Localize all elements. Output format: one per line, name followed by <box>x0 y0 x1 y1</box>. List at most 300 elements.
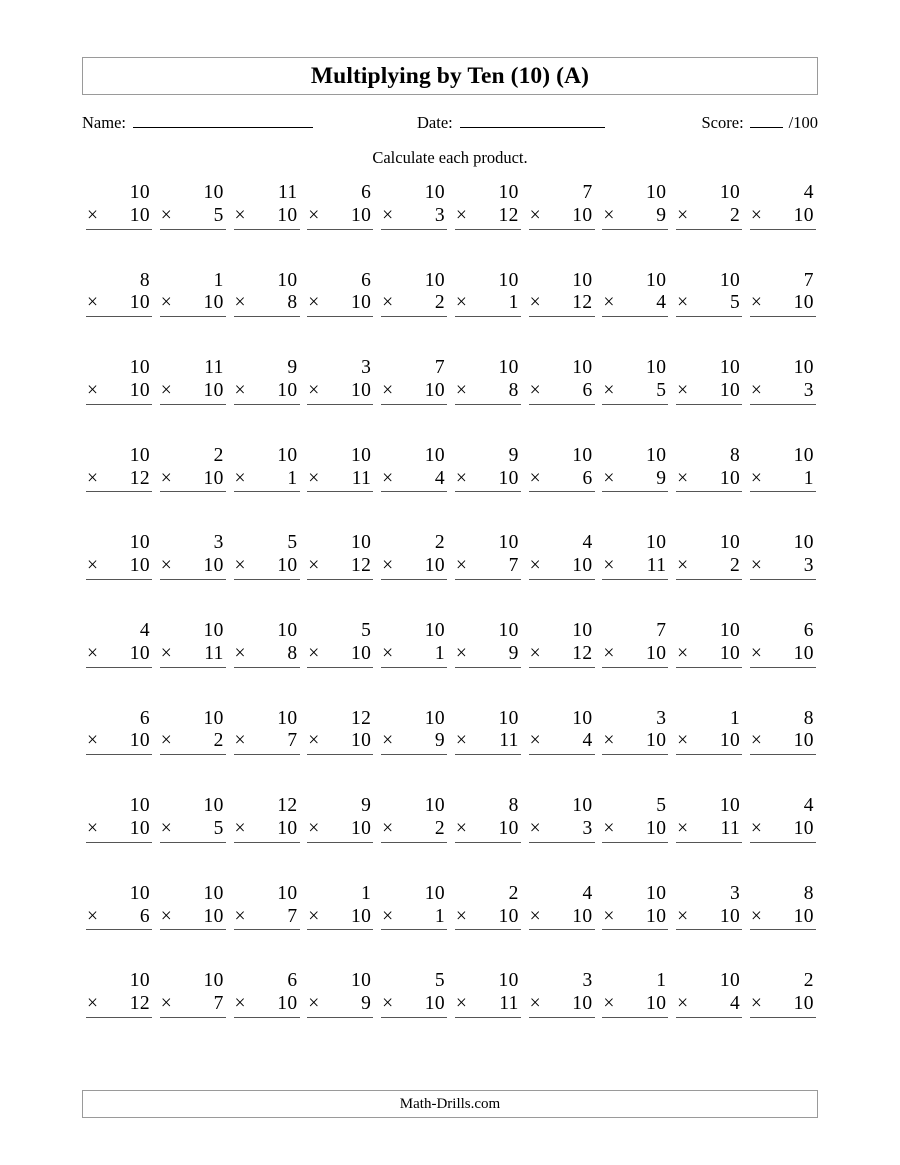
multiplier: 10 <box>719 642 741 664</box>
problem-cell <box>381 620 447 708</box>
problem-cell <box>307 883 373 971</box>
multiplication-icon: × <box>382 730 394 752</box>
multiplier-line <box>455 292 521 317</box>
multiplicand: 5 <box>434 970 446 992</box>
multiplication-icon: × <box>382 380 394 401</box>
multiplicand: 10 <box>719 795 741 817</box>
multiplier: 3 <box>803 380 814 401</box>
multiplier: 11 <box>204 642 224 664</box>
name-field-group <box>82 112 313 133</box>
multiplicand: 10 <box>572 795 593 817</box>
multiplicand: 10 <box>719 357 741 379</box>
multiplier: 10 <box>129 292 150 314</box>
problem-cell <box>86 883 152 971</box>
date-input-line[interactable] <box>460 112 605 128</box>
multiplicand: 1 <box>729 707 741 729</box>
multiplier-line <box>455 993 521 1018</box>
multiplicand: 3 <box>582 970 593 992</box>
problem-cell <box>676 970 742 1058</box>
multiplicand: 10 <box>129 532 150 554</box>
multiplier: 2 <box>213 730 224 752</box>
multiplicand: 10 <box>203 619 224 641</box>
multiplier: 10 <box>719 380 741 401</box>
multiplicand: 3 <box>656 707 667 729</box>
multiplier: 10 <box>203 467 224 489</box>
multiplier-line <box>750 818 816 843</box>
problem-cell <box>86 357 152 445</box>
multiplier-line <box>676 292 742 317</box>
multiplier-line <box>529 292 595 317</box>
multiplicand: 9 <box>508 444 519 466</box>
problem-cell <box>86 970 152 1058</box>
multiplication-icon: × <box>455 292 468 314</box>
multiplication-icon: × <box>234 380 246 401</box>
multiplier: 10 <box>203 905 224 927</box>
multiplier: 10 <box>572 905 593 927</box>
problem-cell <box>86 182 152 270</box>
multiplicand: 6 <box>361 269 372 291</box>
multiplier: 10 <box>646 905 667 927</box>
multiplier-line <box>676 906 742 931</box>
problem-cell <box>234 357 300 445</box>
multiplier-line <box>234 468 300 493</box>
multiplier: 7 <box>287 905 298 927</box>
problem-cell <box>750 883 816 971</box>
multiplier-line <box>234 818 300 843</box>
multiplier-line <box>86 292 152 317</box>
multiplication-icon: × <box>382 292 394 314</box>
multiplicand: 10 <box>498 970 519 992</box>
multiplicand: 10 <box>719 532 741 554</box>
multiplication-icon: × <box>87 730 99 752</box>
multiplier-line <box>750 993 816 1018</box>
multiplication-icon: × <box>160 817 173 839</box>
multiplier-line <box>381 906 447 931</box>
problem-cell <box>529 532 595 620</box>
multiplier-line <box>602 380 668 405</box>
multiplier-line <box>307 292 373 317</box>
multiplier-line <box>602 818 668 843</box>
multiplier-line <box>381 380 447 405</box>
multiplier: 10 <box>129 817 150 839</box>
multiplier: 12 <box>129 467 150 489</box>
multiplier: 2 <box>729 204 741 226</box>
multiplicand: 12 <box>350 707 372 729</box>
multiplier-line <box>750 730 816 755</box>
multiplicand: 5 <box>361 619 372 641</box>
multiplicand: 10 <box>424 444 446 466</box>
problem-cell <box>381 532 447 620</box>
multiplicand: 4 <box>803 182 814 203</box>
problem-row <box>86 445 816 533</box>
multiplication-icon: × <box>87 817 99 839</box>
problem-cell <box>602 532 668 620</box>
multiplier-line <box>750 555 816 580</box>
multiplication-icon: × <box>160 993 173 1015</box>
problem-cell <box>676 357 742 445</box>
problem-cell <box>602 182 668 270</box>
multiplier: 5 <box>656 380 667 401</box>
problem-row <box>86 270 816 358</box>
multiplier: 8 <box>287 642 298 664</box>
score-input-line[interactable] <box>750 112 783 128</box>
problem-cell <box>455 532 521 620</box>
problem-cell <box>160 270 226 358</box>
multiplication-icon: × <box>234 292 246 314</box>
multiplicand: 3 <box>213 532 224 554</box>
multiplier-line <box>307 818 373 843</box>
multiplier: 1 <box>434 642 446 664</box>
multiplier: 9 <box>508 642 519 664</box>
multiplication-icon: × <box>234 730 246 752</box>
multiplier: 10 <box>793 993 814 1015</box>
multiplier: 10 <box>572 993 593 1015</box>
problem-cell <box>455 795 521 883</box>
multiplication-icon: × <box>750 380 763 401</box>
problem-cell <box>750 182 816 270</box>
multiplier: 10 <box>129 730 150 752</box>
multiplier: 4 <box>434 467 446 489</box>
multiplier: 1 <box>434 905 446 927</box>
multiplicand: 3 <box>361 357 372 379</box>
multiplicand: 8 <box>803 707 814 729</box>
multiplication-icon: × <box>603 204 615 226</box>
multiplier-line <box>455 468 521 493</box>
problem-cell <box>455 620 521 708</box>
multiplicand: 7 <box>656 619 667 641</box>
problem-cell <box>676 445 742 533</box>
problem-cell <box>455 883 521 971</box>
multiplier: 10 <box>646 642 667 664</box>
multiplication-icon: × <box>160 292 173 314</box>
multiplication-icon: × <box>87 292 99 314</box>
problem-cell <box>602 357 668 445</box>
multiplier-line <box>307 468 373 493</box>
multiplier: 12 <box>129 993 150 1015</box>
multiplicand: 10 <box>129 182 150 203</box>
multiplier: 10 <box>498 905 519 927</box>
multiplier-line <box>676 555 742 580</box>
multiplicand: 10 <box>350 970 372 992</box>
multiplication-icon: × <box>603 555 615 577</box>
problem-cell <box>750 970 816 1058</box>
title-box <box>82 57 818 95</box>
multiplier: 10 <box>350 905 372 927</box>
multiplicand: 10 <box>646 532 667 554</box>
multiplier-line <box>602 468 668 493</box>
multiplier-line <box>234 643 300 668</box>
multiplier: 11 <box>646 555 667 577</box>
multiplication-icon: × <box>603 905 615 927</box>
multiplicand: 10 <box>572 269 593 291</box>
multiplication-icon: × <box>308 730 320 752</box>
multiplicand: 10 <box>793 444 814 466</box>
multiplier: 10 <box>350 817 372 839</box>
problem-cell <box>160 795 226 883</box>
multiplier-line <box>602 730 668 755</box>
name-label: Name: <box>82 113 126 132</box>
multiplicand: 6 <box>139 707 150 729</box>
problem-cell <box>307 357 373 445</box>
multiplier-line <box>529 380 595 405</box>
score-label: Score: <box>701 113 744 132</box>
multiplicand: 8 <box>508 795 519 817</box>
multiplier: 10 <box>793 905 814 927</box>
problem-cell <box>529 795 595 883</box>
problem-cell <box>234 883 300 971</box>
multiplicand: 5 <box>287 532 298 554</box>
multiplier: 1 <box>803 467 814 489</box>
multiplier-line <box>160 818 226 843</box>
multiplication-icon: × <box>603 380 615 401</box>
multiplier: 10 <box>572 204 593 226</box>
problem-cell <box>86 270 152 358</box>
multiplicand: 12 <box>277 795 298 817</box>
multiplication-icon: × <box>382 817 394 839</box>
multiplicand: 10 <box>646 357 667 379</box>
multiplication-icon: × <box>455 905 468 927</box>
problem-cell <box>381 795 447 883</box>
problem-cell <box>86 620 152 708</box>
multiplication-icon: × <box>308 642 320 664</box>
multiplication-icon: × <box>529 380 541 401</box>
multiplication-icon: × <box>234 467 246 489</box>
multiplication-icon: × <box>750 817 763 839</box>
multiplication-icon: × <box>603 467 615 489</box>
multiplicand: 7 <box>434 357 446 379</box>
multiplier: 10 <box>646 993 667 1015</box>
student-info-row <box>82 110 818 136</box>
problem-cell <box>676 795 742 883</box>
multiplier: 10 <box>793 730 814 752</box>
multiplier-line <box>602 292 668 317</box>
page-title: Multiplying by Ten (10) (A) <box>310 62 590 89</box>
problem-row <box>86 620 816 708</box>
multiplier: 11 <box>720 817 741 839</box>
multiplier-line <box>160 730 226 755</box>
multiplication-icon: × <box>87 642 99 664</box>
problem-cell <box>676 708 742 796</box>
multiplier: 5 <box>729 292 741 314</box>
multiplication-icon: × <box>87 380 99 401</box>
multiplicand: 10 <box>277 882 298 904</box>
problem-cell <box>529 970 595 1058</box>
multiplier: 9 <box>656 467 667 489</box>
multiplicand: 3 <box>729 882 741 904</box>
problem-cell <box>307 620 373 708</box>
multiplier-line <box>307 906 373 931</box>
multiplier: 10 <box>277 555 298 577</box>
problem-cell <box>750 620 816 708</box>
problem-row <box>86 182 816 270</box>
multiplier-line <box>160 906 226 931</box>
multiplier: 10 <box>203 292 224 314</box>
multiplication-icon: × <box>234 642 246 664</box>
multiplier: 2 <box>434 292 446 314</box>
multiplier-line <box>750 380 816 405</box>
multiplication-icon: × <box>677 292 689 314</box>
multiplier-line <box>529 818 595 843</box>
multiplication-icon: × <box>455 993 468 1015</box>
score-field-group <box>702 112 819 133</box>
multiplication-icon: × <box>529 467 541 489</box>
multiplication-icon: × <box>87 993 99 1015</box>
multiplier-line <box>381 292 447 317</box>
multiplier-line <box>750 205 816 230</box>
problem-cell <box>676 620 742 708</box>
multiplication-icon: × <box>160 642 173 664</box>
multiplier: 10 <box>424 380 446 401</box>
multiplicand: 10 <box>719 182 741 203</box>
problem-cell <box>381 708 447 796</box>
multiplication-icon: × <box>603 730 615 752</box>
multiplicand: 11 <box>277 182 298 203</box>
multiplicand: 10 <box>572 357 593 379</box>
multiplier-line <box>86 818 152 843</box>
multiplicand: 10 <box>129 444 150 466</box>
multiplier: 3 <box>582 817 593 839</box>
multiplier-line <box>86 205 152 230</box>
multiplication-icon: × <box>234 204 246 226</box>
multiplier: 10 <box>350 730 372 752</box>
problem-cell <box>381 445 447 533</box>
multiplier-line <box>234 730 300 755</box>
problem-cell <box>307 270 373 358</box>
problem-row <box>86 970 816 1058</box>
problem-cell <box>160 357 226 445</box>
multiplier: 10 <box>719 730 741 752</box>
multiplier-line <box>234 380 300 405</box>
multiplication-icon: × <box>160 730 173 752</box>
multiplication-icon: × <box>382 555 394 577</box>
multiplier: 6 <box>582 380 593 401</box>
multiplier-line <box>381 468 447 493</box>
multiplier: 10 <box>277 380 298 401</box>
multiplier-line <box>750 643 816 668</box>
multiplier-line <box>381 205 447 230</box>
multiplier: 10 <box>793 817 814 839</box>
problem-cell <box>234 270 300 358</box>
multiplier-line <box>529 993 595 1018</box>
multiplicand: 11 <box>204 357 224 379</box>
problem-row <box>86 883 816 971</box>
multiplication-icon: × <box>455 467 468 489</box>
multiplication-icon: × <box>455 730 468 752</box>
problem-cell <box>234 182 300 270</box>
multiplicand: 10 <box>498 269 519 291</box>
problem-cell <box>234 795 300 883</box>
problem-cell <box>307 182 373 270</box>
problem-cell <box>160 883 226 971</box>
multiplier-line <box>676 818 742 843</box>
multiplicand: 10 <box>424 269 446 291</box>
multiplication-icon: × <box>308 292 320 314</box>
name-input-line[interactable] <box>133 112 313 128</box>
problem-cell <box>234 620 300 708</box>
multiplier: 10 <box>277 204 298 226</box>
problem-cell <box>750 357 816 445</box>
multiplicand: 10 <box>646 882 667 904</box>
multiplier: 10 <box>793 292 814 314</box>
problem-cell <box>750 795 816 883</box>
problem-cell <box>381 182 447 270</box>
date-field-group <box>417 112 605 133</box>
multiplication-icon: × <box>308 204 320 226</box>
problem-cell <box>602 795 668 883</box>
problem-cell <box>455 270 521 358</box>
problem-cell <box>381 970 447 1058</box>
multiplier-line <box>455 380 521 405</box>
problem-cell <box>455 182 521 270</box>
instructions-text: Calculate each product. <box>372 148 528 167</box>
multiplier-line <box>234 555 300 580</box>
multiplicand: 10 <box>129 970 150 992</box>
multiplicand: 6 <box>361 182 372 203</box>
multiplication-icon: × <box>382 204 394 226</box>
multiplicand: 10 <box>350 532 372 554</box>
problem-cell <box>602 708 668 796</box>
multiplicand: 10 <box>350 444 372 466</box>
multiplicand: 2 <box>803 970 814 992</box>
multiplier: 3 <box>434 204 446 226</box>
multiplication-icon: × <box>308 555 320 577</box>
problem-cell <box>676 532 742 620</box>
problem-cell <box>455 357 521 445</box>
problem-row <box>86 532 816 620</box>
multiplier-line <box>160 292 226 317</box>
multiplicand: 10 <box>498 182 519 203</box>
multiplicand: 4 <box>582 882 593 904</box>
multiplicand: 2 <box>508 882 519 904</box>
multiplication-icon: × <box>455 555 468 577</box>
multiplicand: 6 <box>803 619 814 641</box>
problem-cell <box>602 270 668 358</box>
multiplicand: 4 <box>803 795 814 817</box>
multiplication-icon: × <box>160 905 173 927</box>
multiplier-line <box>86 730 152 755</box>
problem-cell <box>750 270 816 358</box>
problem-cell <box>160 708 226 796</box>
problem-cell <box>160 182 226 270</box>
multiplier-line <box>750 292 816 317</box>
problem-cell <box>602 445 668 533</box>
multiplier: 9 <box>361 993 372 1015</box>
problem-cell <box>160 532 226 620</box>
multiplicand: 10 <box>719 269 741 291</box>
problem-cell <box>381 357 447 445</box>
multiplication-icon: × <box>750 730 763 752</box>
multiplier: 10 <box>129 204 150 226</box>
multiplicand: 10 <box>793 532 814 554</box>
multiplier-line <box>86 643 152 668</box>
multiplicand: 10 <box>572 619 593 641</box>
multiplier: 4 <box>582 730 593 752</box>
multiplier-line <box>676 730 742 755</box>
multiplication-icon: × <box>529 730 541 752</box>
multiplication-icon: × <box>87 905 99 927</box>
multiplier-line <box>86 380 152 405</box>
problem-cell <box>602 883 668 971</box>
multiplier: 10 <box>498 817 519 839</box>
multiplier-line <box>160 555 226 580</box>
multiplication-icon: × <box>750 555 763 577</box>
multiplier-line <box>529 468 595 493</box>
problem-cell <box>676 270 742 358</box>
multiplier: 10 <box>572 555 593 577</box>
multiplication-icon: × <box>160 380 173 401</box>
multiplication-icon: × <box>160 204 173 226</box>
multiplier-line <box>381 818 447 843</box>
